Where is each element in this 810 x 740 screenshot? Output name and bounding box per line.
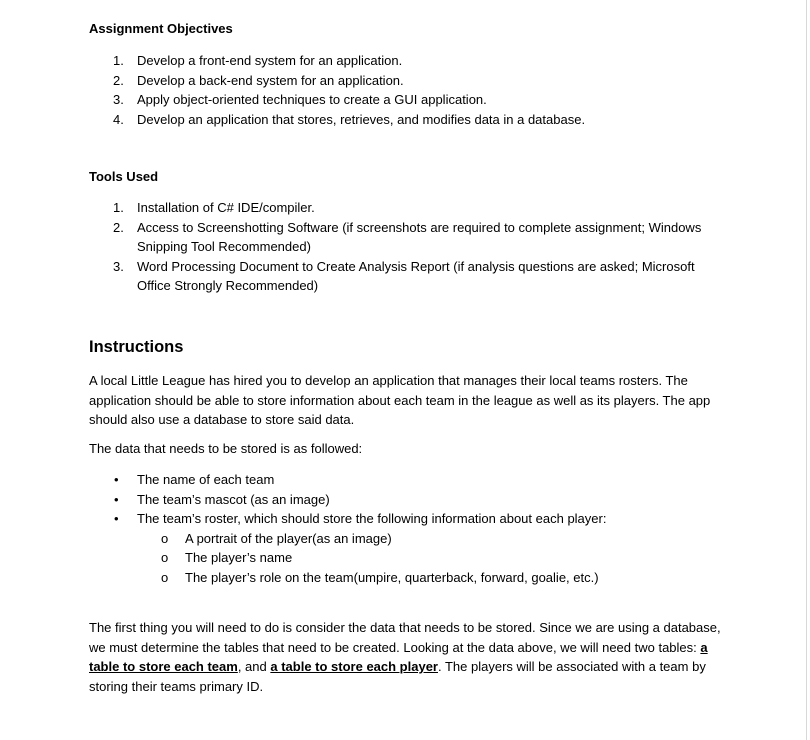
list-item	[89, 218, 729, 257]
instructions-heading: Instructions	[89, 338, 184, 356]
bullet-icon: •	[114, 511, 119, 526]
list-text: Word Processing Document to Create Analysis Report (if analysis questions are asked; Microsoft Office Strongly Recommended)	[137, 258, 695, 293]
circle-bullet-icon: o	[161, 569, 169, 585]
list-number: 3.	[113, 92, 124, 107]
list-text: The name of each team	[137, 472, 275, 487]
list-text: A portrait of the player(as an image)	[185, 530, 392, 546]
list-number: 3.	[113, 258, 124, 274]
list-item	[137, 548, 729, 568]
bullet-icon: •	[114, 472, 119, 487]
list-number: 4.	[113, 111, 124, 127]
player-table-emphasis: a table to store each player	[270, 659, 438, 674]
paragraph-text: . The players will be associated with a team by storing their teams primary ID.	[89, 659, 706, 694]
circle-bullet-icon: o	[161, 550, 169, 565]
list-text: Apply object-oriented techniques to create a GUI application.	[137, 92, 487, 107]
instructions-paragraph-1: A local Little League has hired you to develop an application that manages their local teams rosters. The application should be able to store information about each team in the league as well as its players. The app should also use a database to store said data.	[89, 373, 711, 427]
list-item	[89, 71, 729, 91]
list-item	[137, 529, 729, 549]
instructions-paragraph-2: The data that needs to be stored is as followed:	[89, 441, 363, 456]
list-item	[89, 51, 729, 71]
list-item	[89, 110, 729, 130]
list-item	[89, 257, 729, 296]
list-item	[89, 490, 729, 510]
list-item	[89, 470, 729, 490]
objectives-heading: Assignment Objectives	[89, 21, 233, 36]
paragraph-text: The first thing you will need to do is consider the data that needs to be stored. Since we are using a database, we must determine the tables that need to be created. Looking at the data above, we will need two tables:	[89, 620, 721, 655]
list-number: 1.	[113, 53, 124, 68]
team-table-emphasis: a table to store each team	[89, 639, 708, 674]
list-text: The player’s name	[185, 550, 293, 565]
list-number: 2.	[113, 72, 124, 88]
list-number: 2.	[113, 219, 124, 235]
list-text: Develop an application that stores, retrieves, and modifies data in a database.	[137, 111, 586, 127]
player-sub-list	[137, 529, 729, 588]
list-text: Develop a front-end system for an application.	[137, 53, 403, 68]
circle-bullet-icon: o	[161, 530, 169, 546]
list-item	[89, 509, 729, 587]
list-text: Installation of C# IDE/compiler.	[137, 200, 315, 215]
list-text: The team’s mascot (as an image)	[137, 491, 330, 507]
page-edge-divider	[806, 0, 807, 740]
instructions-paragraph-3	[89, 618, 729, 696]
objectives-list	[89, 51, 729, 129]
list-item	[89, 198, 729, 218]
data-bullet-list	[89, 470, 729, 587]
paragraph-text: , and	[237, 659, 271, 674]
tools-list	[89, 198, 729, 296]
list-item	[89, 90, 729, 110]
tools-heading: Tools Used	[89, 169, 159, 184]
list-text: The team’s roster, which should store the following information about each player:	[137, 511, 607, 526]
bullet-icon: •	[114, 491, 119, 507]
list-text: Develop a back-end system for an application.	[137, 72, 404, 88]
list-text: Access to Screenshotting Software (if screenshots are required to complete assignment; Windows Snipping Tool Recommended)	[137, 219, 702, 254]
list-item	[137, 568, 729, 588]
list-number: 1.	[113, 200, 124, 215]
list-text: The player’s role on the team(umpire, quarterback, forward, goalie, etc.)	[185, 569, 599, 585]
